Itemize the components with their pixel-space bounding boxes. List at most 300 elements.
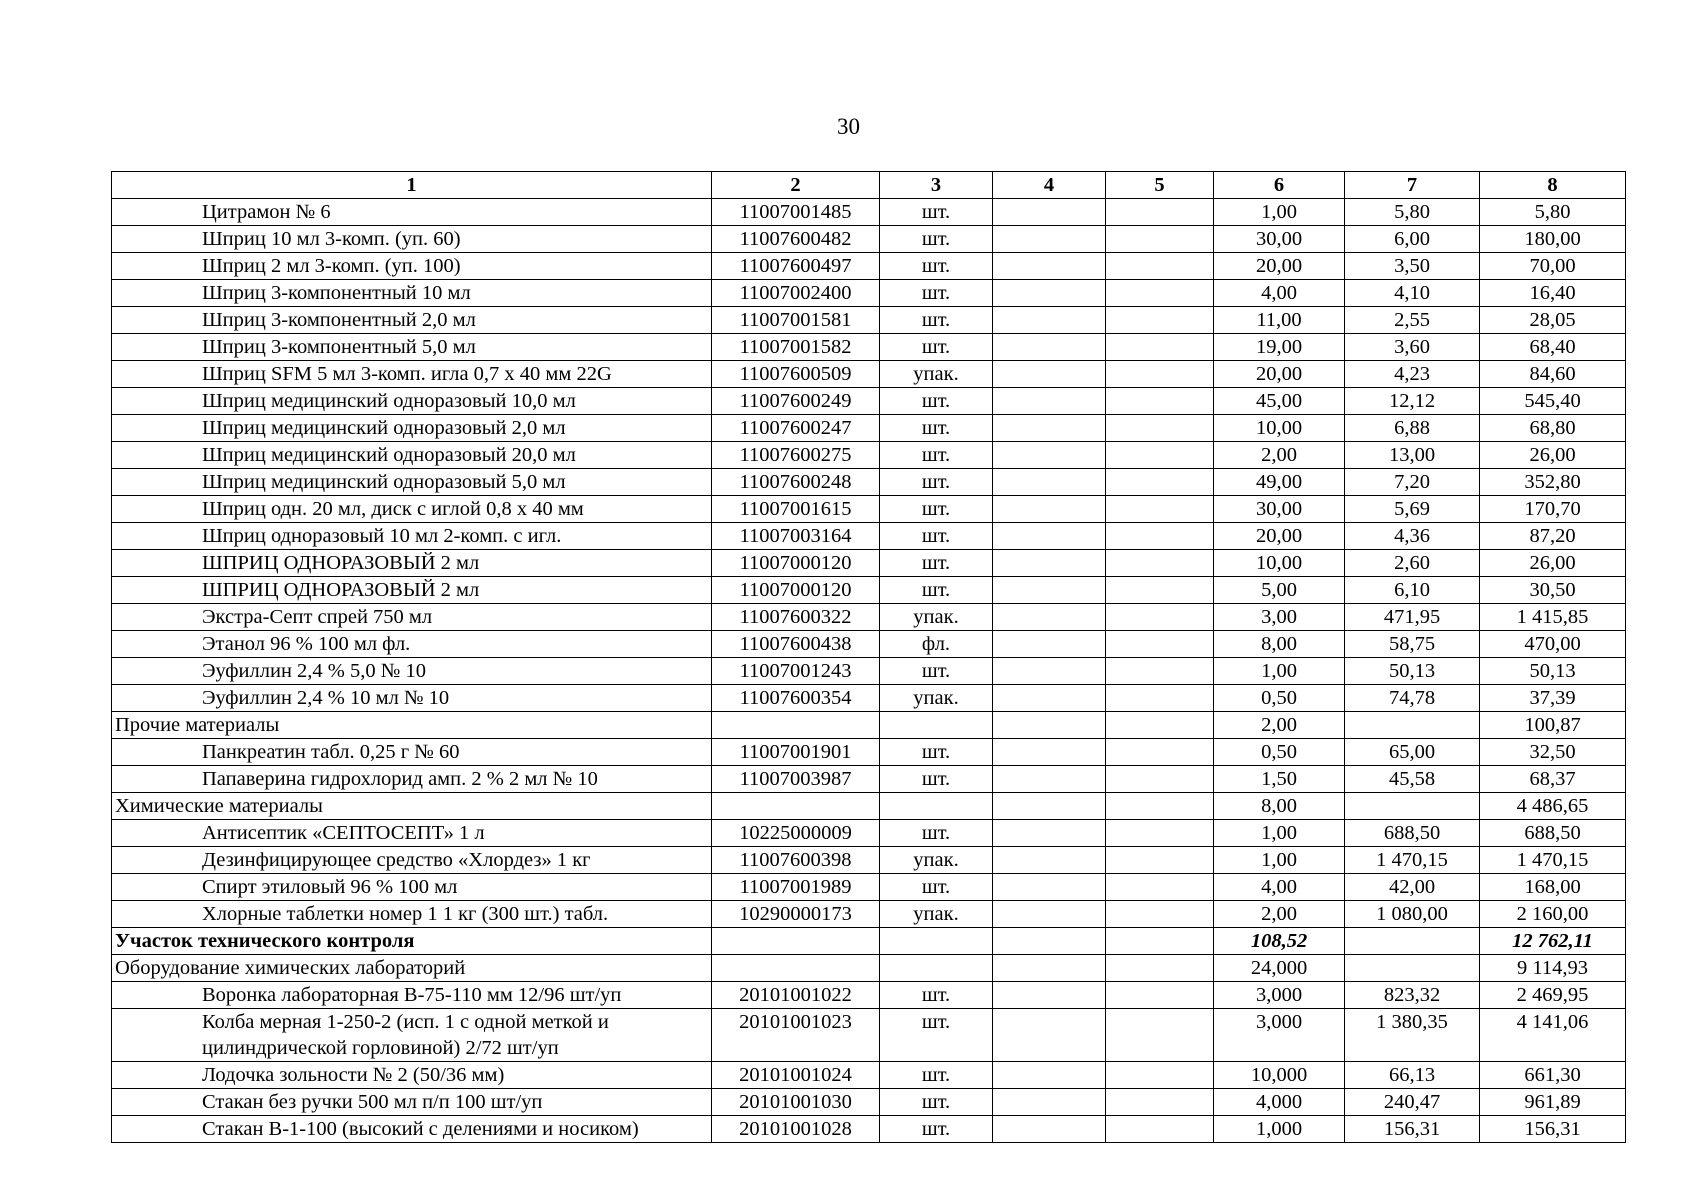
table-row: [112, 226, 1626, 253]
table-row: [112, 415, 1626, 442]
name-cell: Папаверина гидрохлорид амп. 2 % 2 мл № 10: [112, 766, 712, 793]
quantity-cell: 1,000: [1214, 1116, 1345, 1143]
name-cell: Лодочка зольности № 2 (50/36 мм): [112, 1062, 712, 1089]
unit-cell: упак.: [880, 685, 993, 712]
col5-cell: [1106, 766, 1214, 793]
price-cell: 1 470,15: [1345, 847, 1480, 874]
name-cell: Шприц SFM 5 мл 3-комп. игла 0,7 х 40 мм 22G: [112, 361, 712, 388]
col4-cell: [993, 874, 1106, 901]
sum-cell: 1 470,15: [1480, 847, 1626, 874]
col4-cell: [993, 469, 1106, 496]
table-row: [112, 361, 1626, 388]
unit-cell: упак.: [880, 901, 993, 928]
table-row: [112, 469, 1626, 496]
col5-cell: [1106, 1089, 1214, 1116]
quantity-cell: 20,00: [1214, 523, 1345, 550]
col5-cell: [1106, 982, 1214, 1009]
col4-cell: [993, 793, 1106, 820]
sum-cell: 352,80: [1480, 469, 1626, 496]
price-cell: [1345, 955, 1480, 982]
table-row: [112, 766, 1626, 793]
quantity-cell: 3,00: [1214, 604, 1345, 631]
quantity-cell: 108,52: [1214, 928, 1345, 955]
col5-cell: [1106, 1116, 1214, 1143]
code-cell: 11007001582: [712, 334, 880, 361]
sum-cell: 661,30: [1480, 1062, 1626, 1089]
col4-cell: [993, 982, 1106, 1009]
price-cell: 13,00: [1345, 442, 1480, 469]
sum-cell: 37,39: [1480, 685, 1626, 712]
price-cell: 1 080,00: [1345, 901, 1480, 928]
col5-cell: [1106, 685, 1214, 712]
price-cell: 5,80: [1345, 199, 1480, 226]
price-cell: 4,10: [1345, 280, 1480, 307]
unit-cell: упак.: [880, 847, 993, 874]
col5-cell: [1106, 415, 1214, 442]
name-cell: Шприц 3-компонентный 2,0 мл: [112, 307, 712, 334]
code-cell: 11007600438: [712, 631, 880, 658]
table-row: [112, 604, 1626, 631]
sum-cell: 70,00: [1480, 253, 1626, 280]
name-cell: Спирт этиловый 96 % 100 мл: [112, 874, 712, 901]
price-cell: 58,75: [1345, 631, 1480, 658]
col5-cell: [1106, 901, 1214, 928]
sum-cell: 28,05: [1480, 307, 1626, 334]
col4-cell: [993, 577, 1106, 604]
quantity-cell: 1,00: [1214, 658, 1345, 685]
col4-cell: [993, 523, 1106, 550]
table-row: [112, 496, 1626, 523]
col4-cell: [993, 1116, 1106, 1143]
code-cell: 11007600322: [712, 604, 880, 631]
code-cell: 11007003987: [712, 766, 880, 793]
price-cell: 66,13: [1345, 1062, 1480, 1089]
name-cell: ШПРИЦ ОДНОРАЗОВЫЙ 2 мл: [112, 550, 712, 577]
table-row: [112, 280, 1626, 307]
col5-cell: [1106, 253, 1214, 280]
price-cell: 3,60: [1345, 334, 1480, 361]
name-cell: Воронка лабораторная В-75-110 мм 12/96 шт/уп: [112, 982, 712, 1009]
name-cell: Шприц медицинский одноразовый 20,0 мл: [112, 442, 712, 469]
quantity-cell: 1,50: [1214, 766, 1345, 793]
price-cell: 50,13: [1345, 658, 1480, 685]
unit-cell: шт.: [880, 442, 993, 469]
sum-cell: 68,37: [1480, 766, 1626, 793]
table-row: [112, 577, 1626, 604]
name-cell: Шприц 2 мл 3-комп. (уп. 100): [112, 253, 712, 280]
table-row: [112, 847, 1626, 874]
col5-cell: [1106, 712, 1214, 739]
unit-cell: фл.: [880, 631, 993, 658]
col5-cell: [1106, 469, 1214, 496]
col4-cell: [993, 253, 1106, 280]
quantity-cell: 4,000: [1214, 1089, 1345, 1116]
col4-cell: [993, 658, 1106, 685]
code-cell: 11007000120: [712, 577, 880, 604]
col4-cell: [993, 847, 1106, 874]
unit-cell: шт.: [880, 253, 993, 280]
unit-cell: [880, 712, 993, 739]
sum-cell: 2 469,95: [1480, 982, 1626, 1009]
table-row: [112, 442, 1626, 469]
col4-cell: [993, 550, 1106, 577]
table-row: [112, 253, 1626, 280]
table-row: [112, 388, 1626, 415]
col4-cell: [993, 361, 1106, 388]
col5-cell: [1106, 847, 1214, 874]
sum-cell: 180,00: [1480, 226, 1626, 253]
code-cell: 11007000120: [712, 550, 880, 577]
quantity-cell: 3,000: [1214, 1009, 1345, 1062]
sum-cell: 470,00: [1480, 631, 1626, 658]
price-cell: 6,88: [1345, 415, 1480, 442]
quantity-cell: 11,00: [1214, 307, 1345, 334]
sum-cell: 170,70: [1480, 496, 1626, 523]
code-cell: 11007001243: [712, 658, 880, 685]
name-cell: ШПРИЦ ОДНОРАЗОВЫЙ 2 мл: [112, 577, 712, 604]
code-cell: [712, 928, 880, 955]
name-cell: Экстра-Септ спрей 750 мл: [112, 604, 712, 631]
sum-cell: 4 486,65: [1480, 793, 1626, 820]
col5-cell: [1106, 577, 1214, 604]
table-row: [112, 550, 1626, 577]
table-row: [112, 928, 1626, 955]
col4-cell: [993, 1009, 1106, 1062]
col4-cell: [993, 307, 1106, 334]
name-cell: Стакан без ручки 500 мл п/п 100 шт/уп: [112, 1089, 712, 1116]
col5-cell: [1106, 307, 1214, 334]
price-cell: 3,50: [1345, 253, 1480, 280]
price-cell: 5,69: [1345, 496, 1480, 523]
unit-cell: шт.: [880, 874, 993, 901]
unit-cell: шт.: [880, 1009, 993, 1062]
price-cell: 2,55: [1345, 307, 1480, 334]
sum-cell: 156,31: [1480, 1116, 1626, 1143]
code-cell: 11007600509: [712, 361, 880, 388]
price-cell: 74,78: [1345, 685, 1480, 712]
unit-cell: шт.: [880, 496, 993, 523]
unit-cell: шт.: [880, 469, 993, 496]
col5-cell: [1106, 280, 1214, 307]
name-cell: Шприц медицинский одноразовый 2,0 мл: [112, 415, 712, 442]
code-cell: 20101001024: [712, 1062, 880, 1089]
sum-cell: 100,87: [1480, 712, 1626, 739]
col5-cell: [1106, 874, 1214, 901]
name-cell: Хлорные таблетки номер 1 1 кг (300 шт.) табл.: [112, 901, 712, 928]
col5-cell: [1106, 550, 1214, 577]
name-cell: Шприц медицинский одноразовый 5,0 мл: [112, 469, 712, 496]
unit-cell: упак.: [880, 361, 993, 388]
price-cell: 2,60: [1345, 550, 1480, 577]
col4-cell: [993, 415, 1106, 442]
quantity-cell: 45,00: [1214, 388, 1345, 415]
table-row: [112, 901, 1626, 928]
col4-cell: [993, 685, 1106, 712]
col5-cell: [1106, 334, 1214, 361]
table-row: [112, 712, 1626, 739]
quantity-cell: 8,00: [1214, 793, 1345, 820]
code-cell: [712, 712, 880, 739]
quantity-cell: 20,00: [1214, 361, 1345, 388]
col4-cell: [993, 1062, 1106, 1089]
code-cell: 11007600354: [712, 685, 880, 712]
table-row: [112, 1062, 1626, 1089]
col5-cell: [1106, 496, 1214, 523]
unit-cell: упак.: [880, 604, 993, 631]
quantity-cell: 30,00: [1214, 226, 1345, 253]
table-row: [112, 523, 1626, 550]
table-row: [112, 1009, 1626, 1062]
code-cell: 11007001901: [712, 739, 880, 766]
page-number: 30: [837, 114, 860, 139]
sum-cell: 168,00: [1480, 874, 1626, 901]
column-header: 1: [112, 172, 712, 199]
quantity-cell: 2,00: [1214, 712, 1345, 739]
col4-cell: [993, 820, 1106, 847]
table-row: [112, 631, 1626, 658]
quantity-cell: 0,50: [1214, 739, 1345, 766]
name-cell: Шприц одн. 20 мл, диск с иглой 0,8 х 40 мм: [112, 496, 712, 523]
quantity-cell: 49,00: [1214, 469, 1345, 496]
sum-cell: 1 415,85: [1480, 604, 1626, 631]
name-cell: Оборудование химических лабораторий: [112, 955, 712, 982]
name-cell: Цитрамон № 6: [112, 199, 712, 226]
price-cell: 4,23: [1345, 361, 1480, 388]
col4-cell: [993, 388, 1106, 415]
code-cell: 11007001989: [712, 874, 880, 901]
unit-cell: шт.: [880, 982, 993, 1009]
quantity-cell: 10,00: [1214, 550, 1345, 577]
table-row: [112, 1116, 1626, 1143]
col5-cell: [1106, 955, 1214, 982]
code-cell: 20101001028: [712, 1116, 880, 1143]
quantity-cell: 10,000: [1214, 1062, 1345, 1089]
col5-cell: [1106, 658, 1214, 685]
code-cell: 11007600482: [712, 226, 880, 253]
col4-cell: [993, 739, 1106, 766]
code-cell: 11007001485: [712, 199, 880, 226]
price-cell: 6,10: [1345, 577, 1480, 604]
column-header: 8: [1480, 172, 1626, 199]
sum-cell: 87,20: [1480, 523, 1626, 550]
col4-cell: [993, 712, 1106, 739]
table-row: [112, 307, 1626, 334]
col4-cell: [993, 280, 1106, 307]
price-cell: 240,47: [1345, 1089, 1480, 1116]
col4-cell: [993, 199, 1106, 226]
column-header: 5: [1106, 172, 1214, 199]
col4-cell: [993, 631, 1106, 658]
table-row: [112, 874, 1626, 901]
table-row: [112, 658, 1626, 685]
name-cell: Шприц одноразовый 10 мл 2-комп. с игл.: [112, 523, 712, 550]
quantity-cell: 20,00: [1214, 253, 1345, 280]
unit-cell: шт.: [880, 1116, 993, 1143]
price-cell: [1345, 712, 1480, 739]
col4-cell: [993, 226, 1106, 253]
code-cell: 11007600248: [712, 469, 880, 496]
name-cell: Шприц 10 мл 3-комп. (уп. 60): [112, 226, 712, 253]
price-cell: 6,00: [1345, 226, 1480, 253]
col5-cell: [1106, 928, 1214, 955]
code-cell: 11007001615: [712, 496, 880, 523]
table-row: [112, 199, 1626, 226]
code-cell: [712, 793, 880, 820]
price-cell: [1345, 928, 1480, 955]
code-cell: 10225000009: [712, 820, 880, 847]
price-cell: 156,31: [1345, 1116, 1480, 1143]
code-cell: 20101001022: [712, 982, 880, 1009]
unit-cell: шт.: [880, 388, 993, 415]
code-cell: [712, 955, 880, 982]
code-cell: 20101001030: [712, 1089, 880, 1116]
column-header: 6: [1214, 172, 1345, 199]
table-row: [112, 685, 1626, 712]
sum-cell: 26,00: [1480, 442, 1626, 469]
name-cell: Эуфиллин 2,4 % 5,0 № 10: [112, 658, 712, 685]
col5-cell: [1106, 793, 1214, 820]
quantity-cell: 0,50: [1214, 685, 1345, 712]
sum-cell: 961,89: [1480, 1089, 1626, 1116]
quantity-cell: 2,00: [1214, 442, 1345, 469]
unit-cell: шт.: [880, 415, 993, 442]
unit-cell: шт.: [880, 334, 993, 361]
col5-cell: [1106, 820, 1214, 847]
code-cell: 20101001023: [712, 1009, 880, 1062]
col5-cell: [1106, 523, 1214, 550]
column-header: 7: [1345, 172, 1480, 199]
unit-cell: шт.: [880, 820, 993, 847]
quantity-cell: 1,00: [1214, 199, 1345, 226]
unit-cell: шт.: [880, 226, 993, 253]
quantity-cell: 4,00: [1214, 280, 1345, 307]
code-cell: 11007001581: [712, 307, 880, 334]
table-body: [112, 199, 1626, 1143]
col4-cell: [993, 334, 1106, 361]
unit-cell: шт.: [880, 307, 993, 334]
column-header: 3: [880, 172, 993, 199]
unit-cell: шт.: [880, 280, 993, 307]
code-cell: 11007600275: [712, 442, 880, 469]
sum-cell: 545,40: [1480, 388, 1626, 415]
quantity-cell: 30,00: [1214, 496, 1345, 523]
name-cell: Участок технического контроля: [112, 928, 712, 955]
col5-cell: [1106, 226, 1214, 253]
code-cell: 11007600497: [712, 253, 880, 280]
sum-cell: 84,60: [1480, 361, 1626, 388]
col4-cell: [993, 928, 1106, 955]
col4-cell: [993, 1089, 1106, 1116]
unit-cell: шт.: [880, 523, 993, 550]
quantity-cell: 19,00: [1214, 334, 1345, 361]
col4-cell: [993, 604, 1106, 631]
col5-cell: [1106, 361, 1214, 388]
col4-cell: [993, 766, 1106, 793]
col5-cell: [1106, 739, 1214, 766]
price-cell: 471,95: [1345, 604, 1480, 631]
price-cell: 12,12: [1345, 388, 1480, 415]
col4-cell: [993, 901, 1106, 928]
column-header: 2: [712, 172, 880, 199]
quantity-cell: 8,00: [1214, 631, 1345, 658]
sum-cell: 68,40: [1480, 334, 1626, 361]
table-row: [112, 739, 1626, 766]
col5-cell: [1106, 1062, 1214, 1089]
name-cell: Панкреатин табл. 0,25 г № 60: [112, 739, 712, 766]
col5-cell: [1106, 388, 1214, 415]
name-cell: Шприц медицинский одноразовый 10,0 мл: [112, 388, 712, 415]
name-cell: Антисептик «СЕПТОСЕПТ» 1 л: [112, 820, 712, 847]
col4-cell: [993, 442, 1106, 469]
code-cell: 11007600398: [712, 847, 880, 874]
table-row: [112, 955, 1626, 982]
quantity-cell: 10,00: [1214, 415, 1345, 442]
unit-cell: шт.: [880, 766, 993, 793]
sum-cell: 26,00: [1480, 550, 1626, 577]
sum-cell: 16,40: [1480, 280, 1626, 307]
quantity-cell: 1,00: [1214, 847, 1345, 874]
col4-cell: [993, 955, 1106, 982]
price-cell: 823,32: [1345, 982, 1480, 1009]
quantity-cell: 2,00: [1214, 901, 1345, 928]
name-cell: Эуфиллин 2,4 % 10 мл № 10: [112, 685, 712, 712]
quantity-cell: 1,00: [1214, 820, 1345, 847]
unit-cell: шт.: [880, 199, 993, 226]
col5-cell: [1106, 1009, 1214, 1062]
unit-cell: шт.: [880, 550, 993, 577]
unit-cell: [880, 793, 993, 820]
name-cell: Колба мерная 1-250-2 (исп. 1 с одной меткой и цилиндрической горловиной) 2/72 шт/уп: [112, 1009, 712, 1062]
col5-cell: [1106, 604, 1214, 631]
quantity-cell: 3,000: [1214, 982, 1345, 1009]
price-cell: 4,36: [1345, 523, 1480, 550]
price-cell: 42,00: [1345, 874, 1480, 901]
header-row: [112, 172, 1626, 199]
unit-cell: шт.: [880, 739, 993, 766]
table-row: [112, 793, 1626, 820]
code-cell: 11007003164: [712, 523, 880, 550]
sum-cell: 2 160,00: [1480, 901, 1626, 928]
unit-cell: [880, 928, 993, 955]
price-cell: 7,20: [1345, 469, 1480, 496]
sum-cell: 50,13: [1480, 658, 1626, 685]
price-cell: 1 380,35: [1345, 1009, 1480, 1062]
table-row: [112, 982, 1626, 1009]
col4-cell: [993, 496, 1106, 523]
price-cell: 45,58: [1345, 766, 1480, 793]
materials-table: [111, 171, 1626, 1143]
sum-cell: 4 141,06: [1480, 1009, 1626, 1062]
quantity-cell: 5,00: [1214, 577, 1345, 604]
col5-cell: [1106, 199, 1214, 226]
quantity-cell: 24,000: [1214, 955, 1345, 982]
unit-cell: [880, 955, 993, 982]
price-cell: 65,00: [1345, 739, 1480, 766]
sum-cell: 12 762,11: [1480, 928, 1626, 955]
name-cell: Химические материалы: [112, 793, 712, 820]
code-cell: 11007002400: [712, 280, 880, 307]
name-cell: Шприц 3-компонентный 5,0 мл: [112, 334, 712, 361]
column-header: 4: [993, 172, 1106, 199]
price-cell: 688,50: [1345, 820, 1480, 847]
table-row: [112, 820, 1626, 847]
name-cell: Этанол 96 % 100 мл фл.: [112, 631, 712, 658]
name-cell: Дезинфицирующее средство «Хлордез» 1 кг: [112, 847, 712, 874]
sum-cell: 688,50: [1480, 820, 1626, 847]
table-row: [112, 1089, 1626, 1116]
sum-cell: 30,50: [1480, 577, 1626, 604]
unit-cell: шт.: [880, 577, 993, 604]
